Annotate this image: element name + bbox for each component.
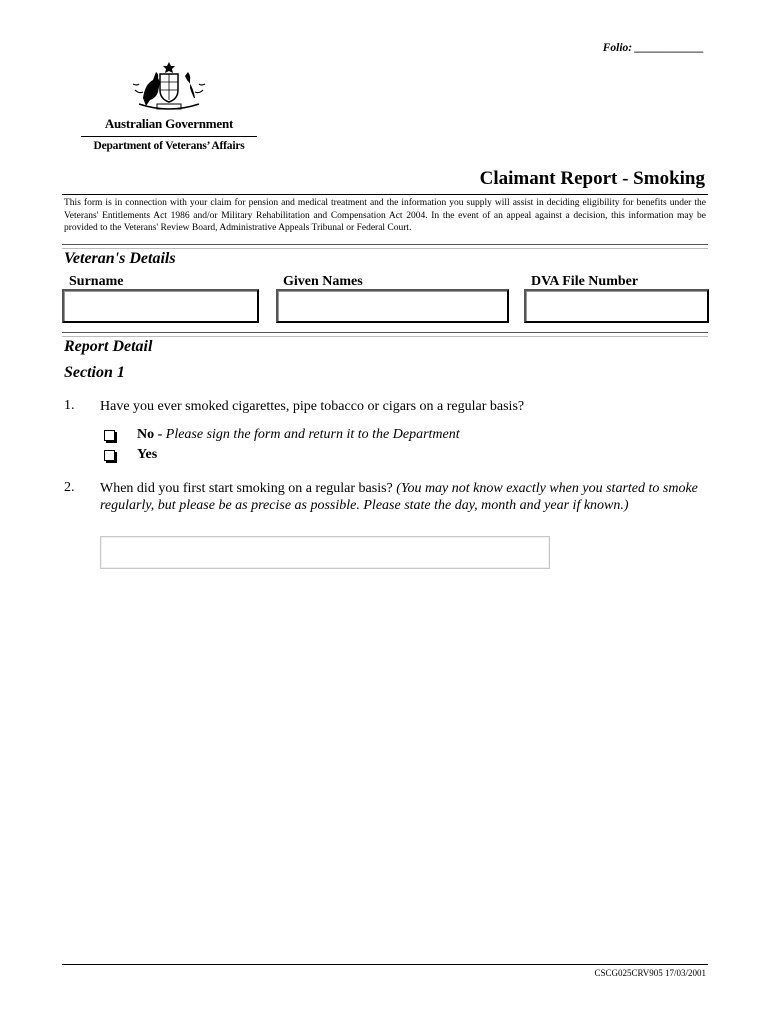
government-branding — [79, 116, 259, 152]
dva-file-number-field[interactable] — [524, 289, 709, 323]
question-2-note: (You may not know exactly when you started to smoke regularly, but please be as precise as possible. Please state the day, month and year if known.) — [100, 481, 698, 513]
branding-divider — [81, 136, 257, 137]
option-yes-checkbox[interactable] — [104, 450, 115, 461]
surname-label: Surname — [69, 274, 124, 289]
title-divider — [62, 194, 708, 195]
folio-label: Folio: ____________ — [602, 42, 704, 54]
footer-divider — [62, 964, 708, 965]
option-no-note: Please sign the form and return it to the Department — [165, 427, 460, 442]
question-1-number: 1. — [64, 398, 75, 413]
department-name: Department of Veterans’ Affairs — [93, 140, 245, 152]
section-divider — [62, 332, 708, 337]
option-yes-label: Yes — [137, 447, 158, 462]
report-detail-heading: Report Detail — [64, 338, 153, 355]
option-no-checkbox[interactable] — [104, 430, 115, 441]
intro-text: This form is in connection with your claim for pension and medical treatment and the information you supply will assist in deciding eligibility for benefits under the Veterans' Entitlements Act 1986 and/or Military Rehabilitation and Compensation Act 2004. In the event of an appeal against a decision, this information may be provided to the Veterans' Review Board, Administrative Appeals Tribunal or Federal Court. — [64, 198, 706, 233]
question-2-answer-field[interactable] — [100, 536, 550, 569]
section-1-heading: Section 1 — [64, 364, 125, 381]
form-title: Claimant Report - Smoking — [479, 168, 705, 189]
question-2-number: 2. — [64, 480, 75, 495]
agency-name: Australian Government — [104, 116, 234, 131]
option-yes[interactable] — [104, 447, 157, 463]
option-no[interactable] — [104, 427, 460, 443]
form-code: CSCG025CRV905 17/03/2001 — [594, 968, 706, 978]
given-names-field[interactable] — [276, 289, 509, 323]
veterans-details-heading: Veteran's Details — [64, 250, 176, 267]
question-2-text — [100, 480, 702, 514]
option-no-label: No - — [137, 427, 163, 442]
question-1-text: Have you ever smoked cigarettes, pipe tobacco or cigars on a regular basis? — [100, 399, 525, 414]
coat-of-arms-icon — [129, 60, 209, 112]
surname-field[interactable] — [62, 289, 259, 323]
given-names-label: Given Names — [283, 274, 363, 289]
section-divider — [62, 244, 708, 249]
question-2-prompt: When did you first start smoking on a regular basis? — [100, 481, 393, 496]
dva-file-number-label: DVA File Number — [531, 274, 639, 289]
